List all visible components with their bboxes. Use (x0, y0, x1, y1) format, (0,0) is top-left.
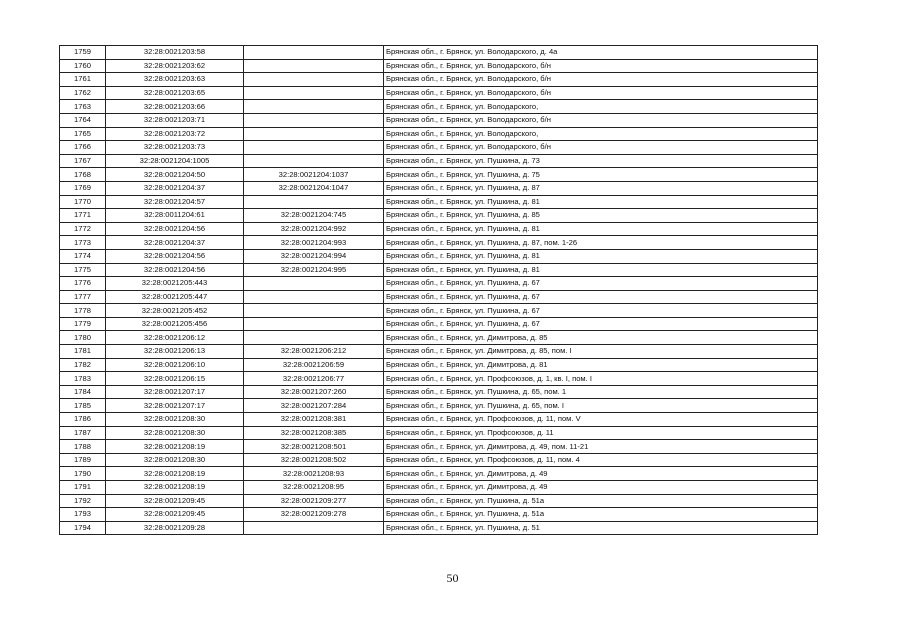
address-cell: Брянская обл., г. Брянск, ул. Пушкина, д. 65, пом. 1 (384, 385, 818, 399)
cadastral-number-cell: 32:28:0021204:37 (106, 236, 244, 250)
related-cadastral-number-cell: 32:28:0021204:1037 (244, 168, 384, 182)
related-cadastral-number-cell (244, 521, 384, 535)
cadastral-number-cell: 32:28:0021205:456 (106, 317, 244, 331)
cadastral-number-cell: 32:28:0021204:56 (106, 263, 244, 277)
row-number-cell: 1771 (60, 209, 106, 223)
row-number-cell: 1789 (60, 453, 106, 467)
related-cadastral-number-cell (244, 277, 384, 291)
table-row (60, 453, 818, 467)
related-cadastral-number-cell: 32:28:0021208:502 (244, 453, 384, 467)
row-number-cell: 1787 (60, 426, 106, 440)
row-number-cell: 1762 (60, 86, 106, 100)
cadastral-number-cell: 32:28:0021208:19 (106, 467, 244, 481)
address-cell: Брянская обл., г. Брянск, ул. Володарского, (384, 127, 818, 141)
table-row (60, 141, 818, 155)
address-cell: Брянская обл., г. Брянск, ул. Пушкина, д. 75 (384, 168, 818, 182)
row-number-cell: 1784 (60, 385, 106, 399)
table-row (60, 209, 818, 223)
table-row (60, 358, 818, 372)
cadastral-number-cell: 32:28:0021205:443 (106, 277, 244, 291)
row-number-cell: 1779 (60, 317, 106, 331)
registry-table (59, 45, 818, 535)
address-cell: Брянская обл., г. Брянск, ул. Пушкина, д. 85 (384, 209, 818, 223)
row-number-cell: 1792 (60, 494, 106, 508)
address-cell: Брянская обл., г. Брянск, ул. Пушкина, д. 87, пом. 1-26 (384, 236, 818, 250)
table-row (60, 277, 818, 291)
row-number-cell: 1780 (60, 331, 106, 345)
cadastral-number-cell: 32:28:0021204:56 (106, 249, 244, 263)
address-cell: Брянская обл., г. Брянск, ул. Пушкина, д. 81 (384, 263, 818, 277)
cadastral-number-cell: 32:28:0021204:57 (106, 195, 244, 209)
table-row (60, 494, 818, 508)
row-number-cell: 1776 (60, 277, 106, 291)
table-row (60, 304, 818, 318)
related-cadastral-number-cell (244, 290, 384, 304)
cadastral-number-cell: 32:28:0021209:45 (106, 508, 244, 522)
table-row (60, 263, 818, 277)
cadastral-number-cell: 32:28:0021208:30 (106, 413, 244, 427)
table-row (60, 195, 818, 209)
address-cell: Брянская обл., г. Брянск, ул. Пушкина, д. 65, пом. I (384, 399, 818, 413)
related-cadastral-number-cell: 32:28:0021204:995 (244, 263, 384, 277)
address-cell: Брянская обл., г. Брянск, ул. Володарского, б/н (384, 73, 818, 87)
row-number-cell: 1764 (60, 113, 106, 127)
related-cadastral-number-cell: 32:28:0021204:1047 (244, 181, 384, 195)
cadastral-number-cell: 32:28:0021203:62 (106, 59, 244, 73)
cadastral-number-cell: 32:28:0021207:17 (106, 399, 244, 413)
related-cadastral-number-cell (244, 154, 384, 168)
cadastral-number-cell: 32:28:0021204:56 (106, 222, 244, 236)
cadastral-number-cell: 32:28:0021208:19 (106, 481, 244, 495)
table-row (60, 59, 818, 73)
table-row (60, 331, 818, 345)
row-number-cell: 1768 (60, 168, 106, 182)
table-row (60, 521, 818, 535)
cadastral-number-cell: 32:28:0021208:30 (106, 426, 244, 440)
table-row (60, 467, 818, 481)
row-number-cell: 1770 (60, 195, 106, 209)
table-row (60, 481, 818, 495)
row-number-cell: 1763 (60, 100, 106, 114)
table-row (60, 222, 818, 236)
cadastral-number-cell: 32:28:0021209:28 (106, 521, 244, 535)
related-cadastral-number-cell: 32:28:0021206:212 (244, 345, 384, 359)
cadastral-number-cell: 32:28:0021205:447 (106, 290, 244, 304)
related-cadastral-number-cell: 32:28:0021204:992 (244, 222, 384, 236)
cadastral-number-cell: 32:28:0021203:72 (106, 127, 244, 141)
cadastral-number-cell: 32:28:0021207:17 (106, 385, 244, 399)
address-cell: Брянская обл., г. Брянск, ул. Пушкина, д. 67 (384, 304, 818, 318)
related-cadastral-number-cell: 32:28:0021206:59 (244, 358, 384, 372)
address-cell: Брянская обл., г. Брянск, ул. Володарского, б/н (384, 86, 818, 100)
address-cell: Брянская обл., г. Брянск, ул. Профсоюзов, д. 11 (384, 426, 818, 440)
cadastral-number-cell: 32:28:0021206:10 (106, 358, 244, 372)
table-row (60, 440, 818, 454)
related-cadastral-number-cell: 32:28:0021209:277 (244, 494, 384, 508)
table-row (60, 86, 818, 100)
table-row (60, 73, 818, 87)
address-cell: Брянская обл., г. Брянск, ул. Пушкина, д. 67 (384, 290, 818, 304)
table-row (60, 399, 818, 413)
table-row (60, 100, 818, 114)
address-cell: Брянская обл., г. Брянск, ул. Володарского, д. 4а (384, 46, 818, 60)
registry-table-body (60, 46, 818, 535)
cadastral-number-cell: 32:28:0021203:63 (106, 73, 244, 87)
row-number-cell: 1783 (60, 372, 106, 386)
row-number-cell: 1794 (60, 521, 106, 535)
row-number-cell: 1790 (60, 467, 106, 481)
row-number-cell: 1775 (60, 263, 106, 277)
related-cadastral-number-cell: 32:28:0021208:385 (244, 426, 384, 440)
cadastral-number-cell: 32:28:0021206:12 (106, 331, 244, 345)
related-cadastral-number-cell (244, 127, 384, 141)
table-row (60, 113, 818, 127)
cadastral-number-cell: 32:28:0021203:66 (106, 100, 244, 114)
row-number-cell: 1767 (60, 154, 106, 168)
address-cell: Брянская обл., г. Брянск, ул. Пушкина, д. 81 (384, 222, 818, 236)
related-cadastral-number-cell: 32:28:0021204:745 (244, 209, 384, 223)
related-cadastral-number-cell (244, 331, 384, 345)
address-cell: Брянская обл., г. Брянск, ул. Пушкина, д. 51а (384, 494, 818, 508)
row-number-cell: 1777 (60, 290, 106, 304)
table-row (60, 345, 818, 359)
cadastral-number-cell: 32:28:0021206:15 (106, 372, 244, 386)
address-cell: Брянская обл., г. Брянск, ул. Профсоюзов, д. 1, кв. I, пом. I (384, 372, 818, 386)
table-row (60, 508, 818, 522)
address-cell: Брянская обл., г. Брянск, ул. Димитрова, д. 49, пом. 11-21 (384, 440, 818, 454)
row-number-cell: 1774 (60, 249, 106, 263)
related-cadastral-number-cell (244, 195, 384, 209)
cadastral-number-cell: 32:28:0021204:1005 (106, 154, 244, 168)
related-cadastral-number-cell (244, 304, 384, 318)
table-row (60, 127, 818, 141)
cadastral-number-cell: 32:28:0021205:452 (106, 304, 244, 318)
address-cell: Брянская обл., г. Брянск, ул. Пушкина, д. 81 (384, 249, 818, 263)
cadastral-number-cell: 32:28:0021208:19 (106, 440, 244, 454)
related-cadastral-number-cell (244, 317, 384, 331)
related-cadastral-number-cell: 32:28:0021208:381 (244, 413, 384, 427)
address-cell: Брянская обл., г. Брянск, ул. Димитрова, д. 85 (384, 331, 818, 345)
table-row (60, 290, 818, 304)
row-number-cell: 1760 (60, 59, 106, 73)
row-number-cell: 1773 (60, 236, 106, 250)
table-row (60, 249, 818, 263)
address-cell: Брянская обл., г. Брянск, ул. Володарского, (384, 100, 818, 114)
table-row (60, 154, 818, 168)
row-number-cell: 1761 (60, 73, 106, 87)
cadastral-number-cell: 32:28:0021203:71 (106, 113, 244, 127)
address-cell: Брянская обл., г. Брянск, ул. Профсоюзов, д. 11, пом. 4 (384, 453, 818, 467)
related-cadastral-number-cell: 32:28:0021204:994 (244, 249, 384, 263)
row-number-cell: 1766 (60, 141, 106, 155)
related-cadastral-number-cell (244, 100, 384, 114)
related-cadastral-number-cell: 32:28:0021208:95 (244, 481, 384, 495)
address-cell: Брянская обл., г. Брянск, ул. Пушкина, д. 67 (384, 317, 818, 331)
address-cell: Брянская обл., г. Брянск, ул. Володарского, б/н (384, 59, 818, 73)
related-cadastral-number-cell (244, 73, 384, 87)
table-row (60, 181, 818, 195)
row-number-cell: 1793 (60, 508, 106, 522)
table-row (60, 46, 818, 60)
cadastral-number-cell: 32:28:0011204:61 (106, 209, 244, 223)
address-cell: Брянская обл., г. Брянск, ул. Димитрова, д. 81 (384, 358, 818, 372)
related-cadastral-number-cell: 32:28:0021208:93 (244, 467, 384, 481)
cadastral-number-cell: 32:28:0021203:58 (106, 46, 244, 60)
table-row (60, 317, 818, 331)
address-cell: Брянская обл., г. Брянск, ул. Пушкина, д. 81 (384, 195, 818, 209)
related-cadastral-number-cell (244, 46, 384, 60)
related-cadastral-number-cell: 32:28:0021208:501 (244, 440, 384, 454)
related-cadastral-number-cell (244, 113, 384, 127)
row-number-cell: 1759 (60, 46, 106, 60)
address-cell: Брянская обл., г. Брянск, ул. Профсоюзов, д. 11, пом. V (384, 413, 818, 427)
related-cadastral-number-cell (244, 59, 384, 73)
row-number-cell: 1791 (60, 481, 106, 495)
address-cell: Брянская обл., г. Брянск, ул. Пушкина, д. 51а (384, 508, 818, 522)
related-cadastral-number-cell: 32:28:0021204:993 (244, 236, 384, 250)
cadastral-number-cell: 32:28:0021203:65 (106, 86, 244, 100)
address-cell: Брянская обл., г. Брянск, ул. Пушкина, д. 51 (384, 521, 818, 535)
address-cell: Брянская обл., г. Брянск, ул. Димитрова, д. 85, пом. I (384, 345, 818, 359)
address-cell: Брянская обл., г. Брянск, ул. Пушкина, д. 73 (384, 154, 818, 168)
row-number-cell: 1785 (60, 399, 106, 413)
address-cell: Брянская обл., г. Брянск, ул. Володарского, б/н (384, 113, 818, 127)
address-cell: Брянская обл., г. Брянск, ул. Пушкина, д. 87 (384, 181, 818, 195)
table-row (60, 385, 818, 399)
address-cell: Брянская обл., г. Брянск, ул. Пушкина, д. 67 (384, 277, 818, 291)
cadastral-number-cell: 32:28:0021204:50 (106, 168, 244, 182)
row-number-cell: 1765 (60, 127, 106, 141)
address-cell: Брянская обл., г. Брянск, ул. Димитрова, д. 49 (384, 481, 818, 495)
table-row (60, 236, 818, 250)
cadastral-number-cell: 32:28:0021209:45 (106, 494, 244, 508)
row-number-cell: 1788 (60, 440, 106, 454)
row-number-cell: 1781 (60, 345, 106, 359)
related-cadastral-number-cell: 32:28:0021207:284 (244, 399, 384, 413)
related-cadastral-number-cell: 32:28:0021206:77 (244, 372, 384, 386)
row-number-cell: 1786 (60, 413, 106, 427)
address-cell: Брянская обл., г. Брянск, ул. Димитрова, д. 49 (384, 467, 818, 481)
row-number-cell: 1769 (60, 181, 106, 195)
address-cell: Брянская обл., г. Брянск, ул. Володарского, б/н (384, 141, 818, 155)
cadastral-number-cell: 32:28:0021204:37 (106, 181, 244, 195)
row-number-cell: 1772 (60, 222, 106, 236)
cadastral-number-cell: 32:28:0021203:73 (106, 141, 244, 155)
row-number-cell: 1782 (60, 358, 106, 372)
page-number: 50 (446, 571, 459, 585)
related-cadastral-number-cell (244, 86, 384, 100)
cadastral-number-cell: 32:28:0021206:13 (106, 345, 244, 359)
table-row (60, 413, 818, 427)
row-number-cell: 1778 (60, 304, 106, 318)
related-cadastral-number-cell: 32:28:0021209:278 (244, 508, 384, 522)
table-row (60, 372, 818, 386)
table-row (60, 426, 818, 440)
table-row (60, 168, 818, 182)
cadastral-number-cell: 32:28:0021208:30 (106, 453, 244, 467)
related-cadastral-number-cell (244, 141, 384, 155)
related-cadastral-number-cell: 32:28:0021207:260 (244, 385, 384, 399)
